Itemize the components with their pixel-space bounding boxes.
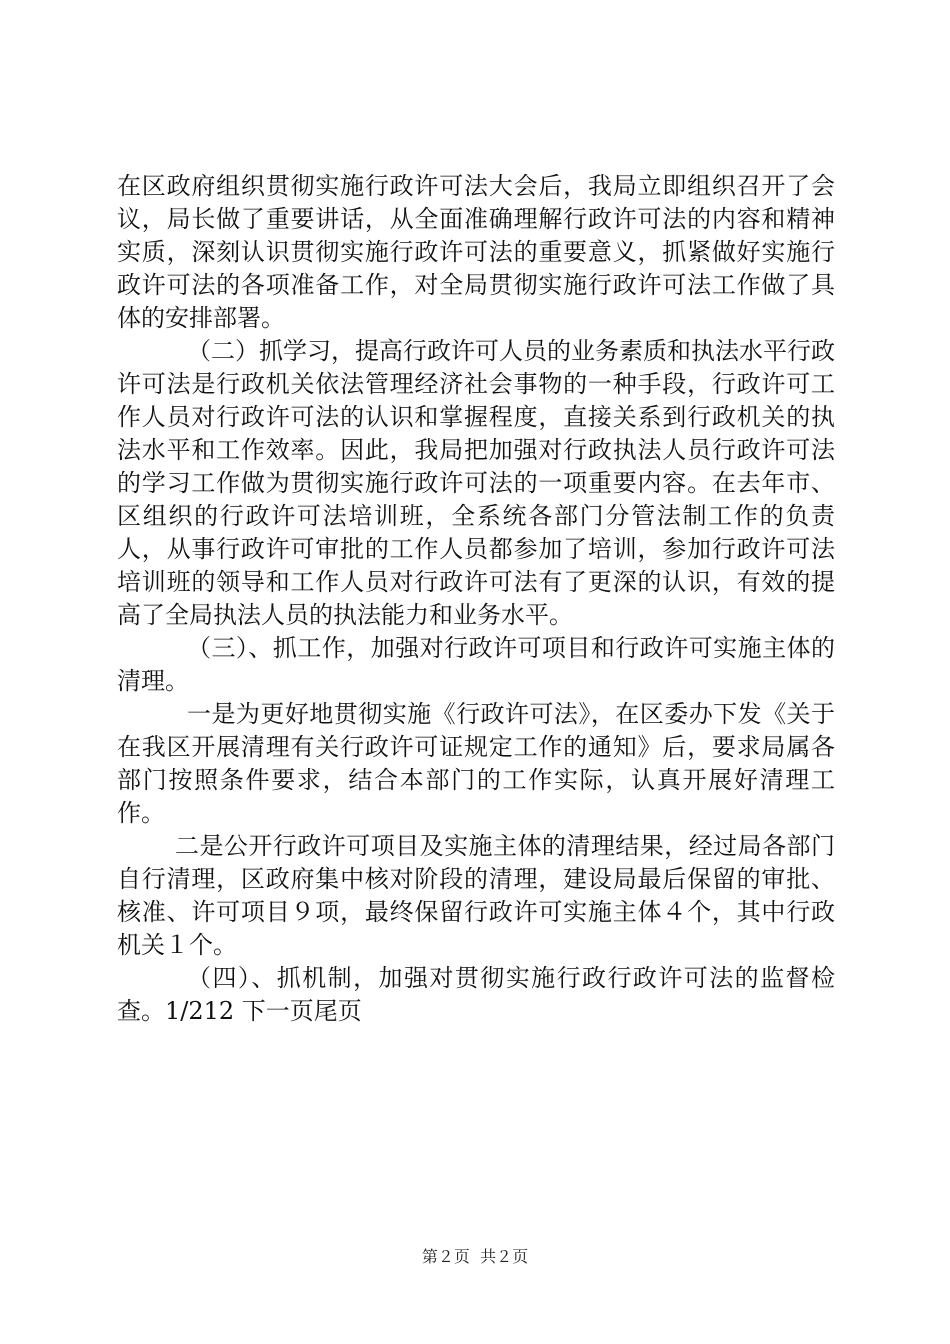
paragraph-1: 在区政府组织贯彻实施行政许可法大会后，我局立即组织召开了会议，局长做了重要讲话，从全面准确理解行政许可法的内容和精神实质，深刻认识贯彻实施行政许可法的重要意义，抓紧做好实施行政许可法的各项准备工作，对全局贯彻实施行政许可法工作做了具体的安排部署。 <box>117 172 835 332</box>
document-body <box>117 170 835 1028</box>
page-footer <box>0 1244 950 1267</box>
page-number: 第２页 共２页 <box>421 1247 529 1266</box>
paragraph-5: 二是公开行政许可项目及实施主体的清理结果，经过局各部门自行清理，区政府集中核对阶段的清理，建设局最后保留的审批、核准、许可项目９项，最终保留行政许可实施主体４个，其中行政机关１个。 <box>117 832 835 959</box>
paragraph-3: （三）、抓工作，加强对行政许可项目和行政许可实施主体的清理。 <box>117 634 835 695</box>
paragraph-2: （二）抓学习，提高行政许可人员的业务素质和执法水平行政许可法是行政机关依法管理经济社会事物的一种手段，行政许可工作人员对行政许可法的认识和掌握程度，直接关系到行政机关的执法水平和工作效率。因此，我局把加强对行政执法人员行政许可法的学习工作做为贯彻实施行政许可法的一项重要内容。在去年市、区组织的行政许可法培训班，全系统各部门分管法制工作的负责人，从事行政许可审批的工作人员都参加了培训，参加行政许可法培训班的领导和工作人员对行政许可法有了更深的认识，有效的提高了全局执法人员的执法能力和业务水平。 <box>117 337 835 629</box>
paragraph-6: （四）、抓机制，加强对贯彻实施行政行政许可法的监督检查。1/212 下一页尾页 <box>117 964 835 1025</box>
paragraph-4: 一是为更好地贯彻实施《行政许可法》，在区委办下发《关于在我区开展清理有关行政许可证规定工作的通知》后，要求局属各部门按照条件要求，结合本部门的工作实际，认真开展好清理工作。 <box>117 700 835 827</box>
